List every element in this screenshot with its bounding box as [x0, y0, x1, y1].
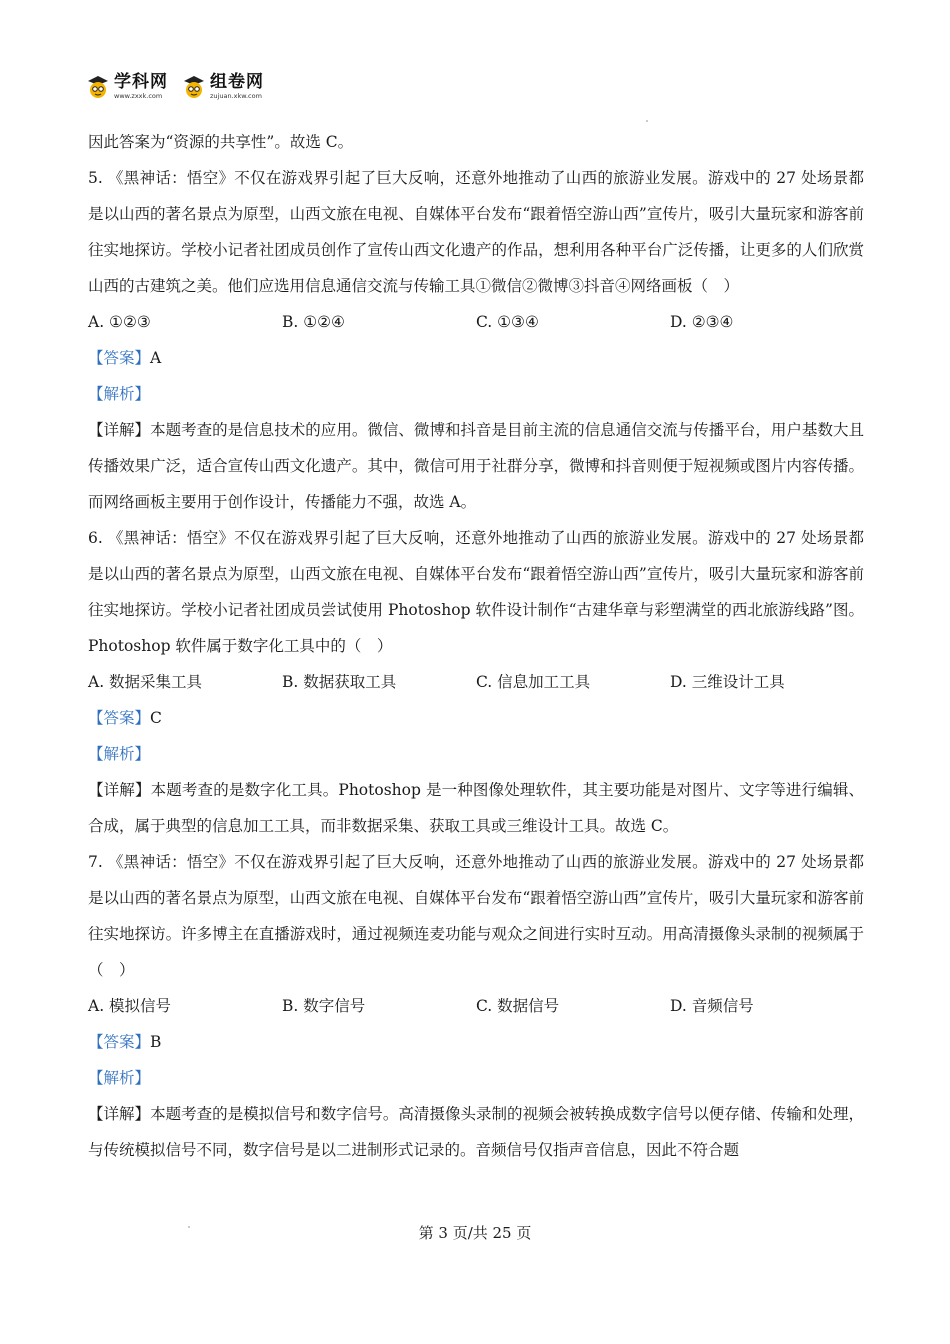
analysis-tag: 【解析】	[88, 1069, 151, 1087]
detail-tag: 【详解】	[88, 421, 151, 439]
answer-value: B	[150, 1033, 162, 1051]
option-b: B. 数据获取工具	[282, 673, 397, 691]
answer-line	[88, 340, 864, 376]
scan-dot	[646, 120, 648, 122]
detail-text: 本题考查的是数字化工具。Photoshop 是一种图像处理软件，其主要功能是对图片、文字等进行编辑、合成，属于典型的信息加工工具，而非数据采集、获取工具或三维设计工具。故选 C。	[88, 781, 864, 835]
option-c: C. 数据信号	[476, 997, 560, 1015]
question-stem: 7. 《黑神话：悟空》不仅在游戏界引起了巨大反响，还意外地推动了山西的旅游业发展。游戏中的 27 处场景都是以山西的著名景点为原型，山西文旅在电视、自媒体平台发布“跟着悟空游山西”宣传片，吸引大量玩家和游客前往实地探访。许多博主在直播游戏时，通过视频连麦功能与观众之间进行实时互动。用高清摄像头录制的视频属于（ ）	[88, 853, 864, 979]
page-header	[86, 70, 264, 104]
answer-line	[88, 1024, 864, 1060]
option-a: A. 数据采集工具	[88, 673, 203, 691]
answer-tag: 【答案】	[88, 1033, 151, 1051]
detail-paragraph	[88, 412, 864, 520]
zujuan-logo[interactable]	[182, 74, 264, 100]
option-b: B. 数字信号	[282, 997, 366, 1015]
option-d: D. ②③④	[670, 313, 734, 331]
graduate-mascot-icon	[86, 75, 110, 99]
options-row	[88, 664, 864, 700]
options-row	[88, 304, 864, 340]
question-7	[88, 844, 864, 1168]
answer-value: C	[150, 709, 162, 727]
document-body	[88, 124, 864, 1168]
analysis-line	[88, 1060, 864, 1096]
graduate-mascot-icon	[182, 75, 206, 99]
answer-value: A	[150, 349, 162, 367]
option-d: D. 三维设计工具	[670, 673, 785, 691]
zxxk-logo-name: 学科网	[114, 72, 168, 93]
question-6	[88, 520, 864, 844]
question-stem: 6. 《黑神话：悟空》不仅在游戏界引起了巨大反响，还意外地推动了山西的旅游业发展。游戏中的 27 处场景都是以山西的著名景点为原型，山西文旅在电视、自媒体平台发布“跟着悟空游山西”宣传片，吸引大量玩家和游客前往实地探访。学校小记者社团成员尝试使用 Photoshop 软件设计制作“古建华章与彩塑满堂的西北旅游线路”图。Photoshop 软件属于数字化工具中的（ ）	[88, 529, 864, 655]
analysis-tag: 【解析】	[88, 385, 151, 403]
option-c: C. 信息加工工具	[476, 673, 591, 691]
question-stem: 5. 《黑神话：悟空》不仅在游戏界引起了巨大反响，还意外地推动了山西的旅游业发展。游戏中的 27 处场景都是以山西的著名景点为原型，山西文旅在电视、自媒体平台发布“跟着悟空游山西”宣传片，吸引大量玩家和游客前往实地探访。学校小记者社团成员创作了宣传山西文化遗产的作品，想利用各种平台广泛传播，让更多的人们欣赏山西的古建筑之美。他们应选用信息通信交流与传输工具①微信②微博③抖音④网络画板（ ）	[88, 169, 864, 295]
question-5	[88, 160, 864, 520]
analysis-line	[88, 376, 864, 412]
detail-paragraph	[88, 772, 864, 844]
detail-tag: 【详解】	[88, 781, 151, 799]
analysis-tag: 【解析】	[88, 745, 151, 763]
zujuan-logo-name: 组卷网	[210, 72, 264, 93]
page-number-footer: 第 3 页/共 25 页	[418, 1224, 532, 1242]
option-a: A. ①②③	[88, 313, 151, 331]
zxxk-logo[interactable]	[86, 74, 168, 100]
zujuan-logo-url: zujuan.xkw.com	[210, 92, 262, 101]
options-row	[88, 988, 864, 1024]
option-c: C. ①③④	[476, 313, 539, 331]
detail-text: 本题考查的是模拟信号和数字信号。高清摄像头录制的视频会被转换成数字信号以便存储、传输和处理，与传统模拟信号不同，数字信号是以二进制形式记录的。音频信号仅指声音信息，因此不符合题	[88, 1105, 864, 1159]
zxxk-logo-url: www.zxxk.com	[114, 92, 163, 101]
detail-paragraph	[88, 1096, 864, 1168]
answer-line	[88, 700, 864, 736]
option-a: A. 模拟信号	[88, 997, 172, 1015]
answer-tag: 【答案】	[88, 349, 151, 367]
detail-tag: 【详解】	[88, 1105, 151, 1123]
answer-tag: 【答案】	[88, 709, 151, 727]
option-d: D. 音频信号	[670, 997, 754, 1015]
previous-answer-tail: 因此答案为“资源的共享性”。故选 C。	[88, 133, 354, 151]
option-b: B. ①②④	[282, 313, 345, 331]
detail-text: 本题考查的是信息技术的应用。微信、微博和抖音是目前主流的信息通信交流与传播平台，用户基数大且传播效果广泛，适合宣传山西文化遗产。其中，微信可用于社群分享，微博和抖音则便于短视频或图片内容传播。而网络画板主要用于创作设计，传播能力不强，故选 A。	[88, 421, 864, 511]
analysis-line	[88, 736, 864, 772]
